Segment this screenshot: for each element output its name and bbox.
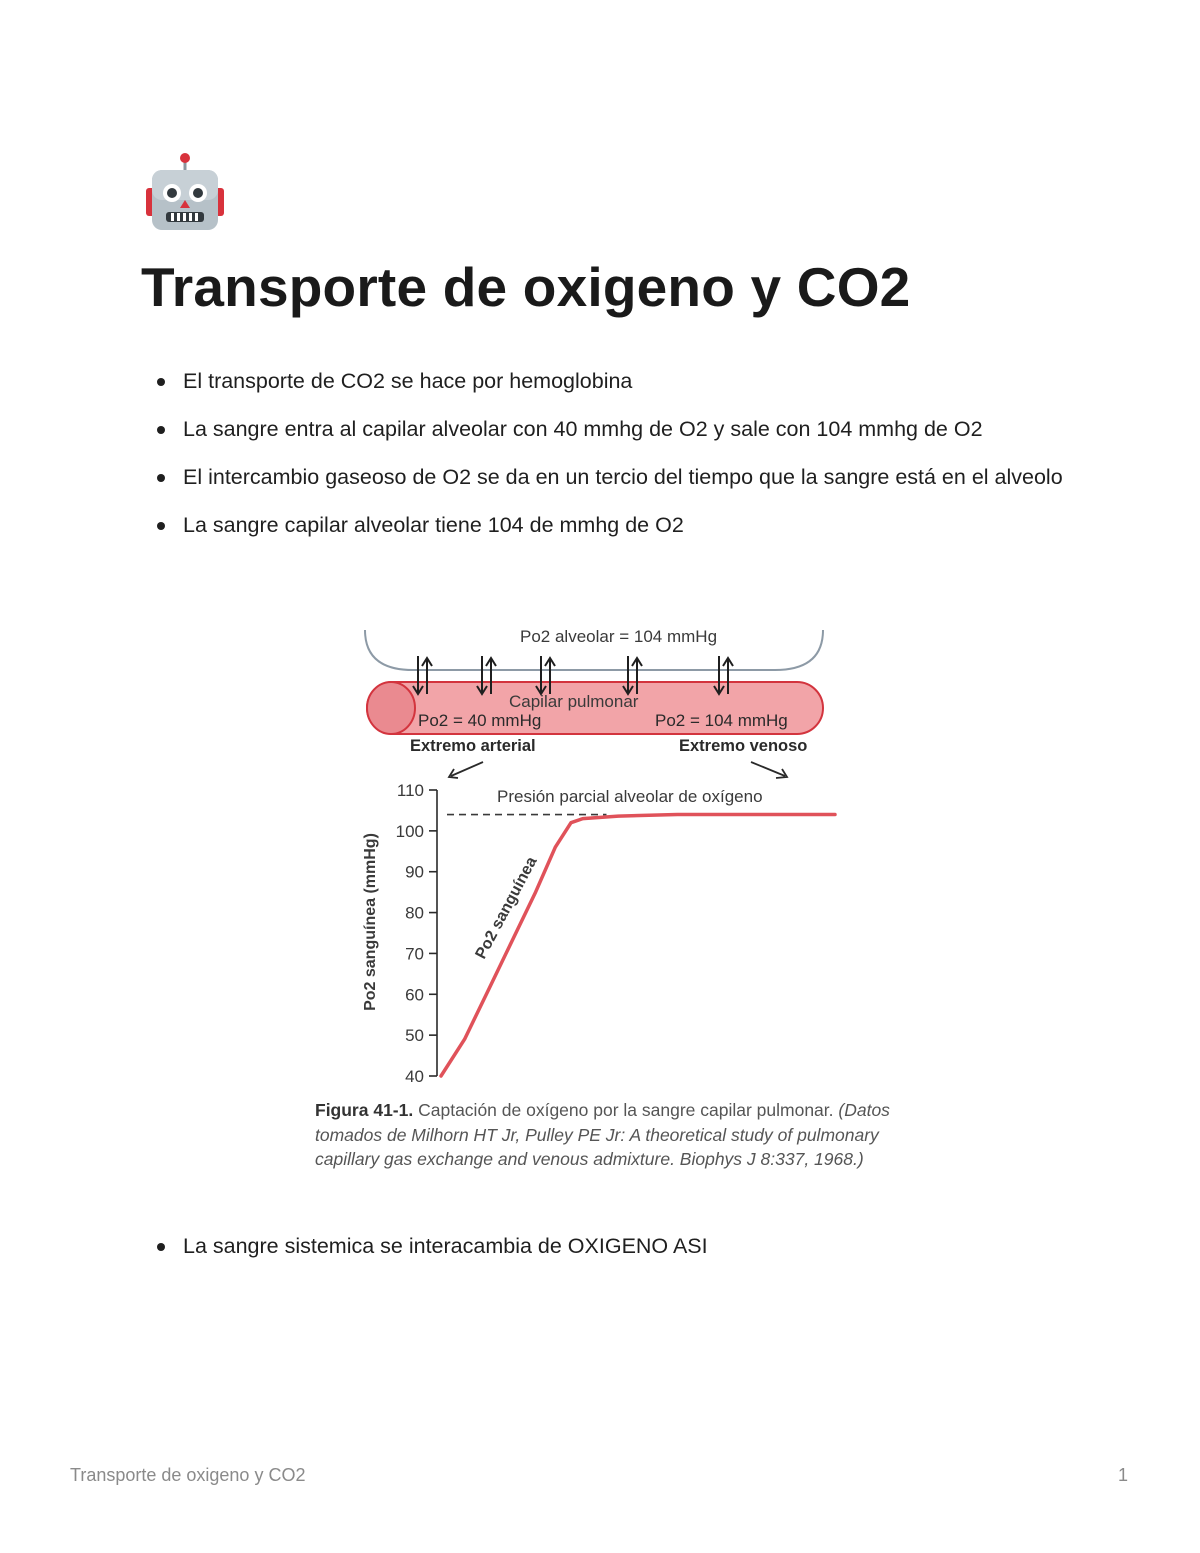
venous-pointer-arrow <box>751 762 785 776</box>
y-tick-label: 70 <box>405 944 424 964</box>
y-tick-label: 110 <box>396 781 424 800</box>
caption-label: Figura 41-1. <box>315 1100 414 1120</box>
bullet-list <box>155 364 1075 556</box>
y-tick-label: 60 <box>405 985 424 1005</box>
series-annotation: Po2 sanguínea <box>472 854 541 962</box>
capillary-opening <box>367 682 415 734</box>
caption-source: (Datos tomados de Milhorn HT Jr, Pulley PE Jr: A theoretical study of pulmonary capillary gas exchange and venous admixture. Biophys J 8:337, 1968.) <box>315 1100 890 1169</box>
y-tick-label: 90 <box>405 862 424 882</box>
alveolar-po2-label: Po2 alveolar = 104 mmHg <box>520 627 718 646</box>
arterial-pointer-arrow <box>451 762 483 776</box>
figure-diagram <box>305 618 895 1098</box>
footer-page-number: 1 <box>1117 1465 1128 1485</box>
page-title: Transporte de oxigeno y CO2 <box>141 256 911 318</box>
list-item: La sangre entra al capilar alveolar con 40 mmhg de O2 y sale con 104 mmhg de O2 <box>155 412 1075 447</box>
y-tick-label: 40 <box>405 1067 424 1086</box>
arterial-po2-label: Po2 = 40 mmHg <box>418 711 542 730</box>
y-tick-label: 80 <box>405 903 424 923</box>
chart <box>362 781 835 1086</box>
series-po2-line <box>441 815 835 1077</box>
reference-line-label: Presión parcial alveolar de oxígeno <box>497 787 763 806</box>
venous-end-label: Extremo venoso <box>679 737 808 755</box>
y-axis-label: Po2 sanguínea (mmHg) <box>362 833 379 1011</box>
capillary-label: Capilar pulmonar <box>509 692 639 711</box>
list-item: La sangre capilar alveolar tiene 104 de mmhg de O2 <box>155 508 1075 543</box>
list-item: El transporte de CO2 se hace por hemoglobina <box>155 364 1075 399</box>
robot-icon <box>142 150 228 236</box>
y-tick-label: 100 <box>395 821 424 841</box>
caption-text: Captación de oxígeno por la sangre capilar pulmonar. <box>418 1100 834 1120</box>
figure-caption <box>315 1098 890 1172</box>
venous-po2-label: Po2 = 104 mmHg <box>655 711 788 730</box>
footer-title: Transporte de oxigeno y CO2 <box>70 1465 306 1485</box>
arterial-end-label: Extremo arterial <box>410 737 536 755</box>
bullet-list-2 <box>155 1229 1075 1264</box>
y-tick-label: 50 <box>405 1026 424 1046</box>
figure <box>305 618 895 1203</box>
list-item: La sangre sistemica se interacambia de OXIGENO ASI <box>155 1229 1075 1264</box>
list-item: El intercambio gaseoso de O2 se da en un tercio del tiempo que la sangre está en el alveolo <box>155 460 1075 495</box>
